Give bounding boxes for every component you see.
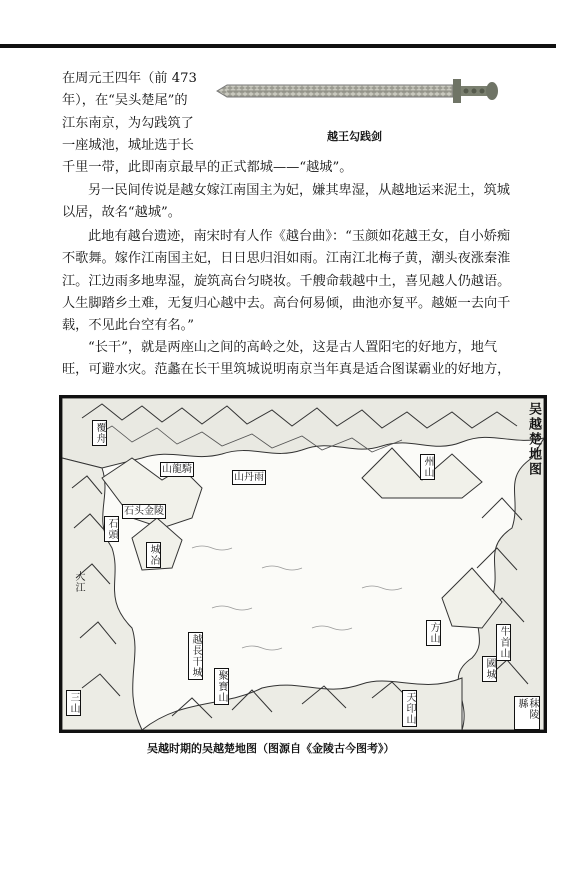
map-caption: 吴越时期的吴越楚地图（图源自《金陵古今图考》）: [147, 742, 395, 755]
map-illustration: [59, 395, 547, 733]
map-drawing: [62, 398, 544, 730]
text-line: 在周元王四年（前 473: [62, 71, 197, 86]
text-line: 以居，故名“越城”。: [62, 205, 181, 221]
paragraph: [62, 180, 510, 225]
text-line: 人生脚踏乡土难，无复归心越中去。高台何易倾，曲池亦复平。越姬一去向千: [62, 295, 511, 311]
text-line: 江。江边雨多地卑湿，旋筑高台匀晓妆。千艘命载越中土，喜见越人仍越语。: [62, 273, 511, 289]
sword-caption: 越王勾践剑: [327, 130, 382, 143]
map-label: 山丹雨: [234, 472, 264, 483]
map-label: 石头金陵: [124, 506, 164, 517]
text-line: 此地有越台遗迹，南宋时有人作《越台曲》：“玉颜如花越王女，自小娇痴: [88, 229, 511, 244]
map-label: 覆舟: [94, 422, 105, 444]
text-line: 载，不见此台空有名。”: [62, 318, 195, 334]
text-line: 旺，可避水灾。范蠡在长干里筑城说明南京当年真是适合图谋霸业的好地方，: [62, 362, 511, 378]
text-line: 不歌舞。嫁作江南国主妃，日日思归泪如雨。江南江北梅子黄，潮头夜涨秦淮: [62, 251, 511, 267]
sword-image: [215, 74, 500, 106]
header-rule: [0, 44, 556, 48]
text-line: 年），在“吴头楚尾”的: [62, 93, 188, 109]
text-line: 江东南京，为勾践筑了: [62, 115, 194, 131]
map-label: 大江: [73, 571, 84, 593]
sword-illustration: [215, 74, 500, 106]
map-label: 三山: [68, 692, 79, 714]
map-label: 秣陵縣: [514, 696, 540, 730]
map-label: 聚寶山: [216, 670, 227, 703]
text-line: 一座城池，城址选于长: [62, 137, 194, 153]
text-line: 千里一带，此即南京最早的正式都城——“越城”。: [62, 160, 353, 176]
map-label: 石頭: [106, 518, 117, 540]
map-label: 牛首山: [498, 626, 509, 659]
map-label: 越長干城: [190, 634, 201, 678]
map-label: 州山: [422, 456, 433, 478]
text-line: “长干”，就是两座山之间的高岭之处，这是古人置阳宅的好地方，地气: [88, 340, 498, 355]
map-title: 吴越楚地图: [526, 402, 541, 477]
map-label: 方山: [428, 622, 439, 644]
paragraph: [62, 337, 510, 382]
map-label: 天印山: [404, 692, 415, 725]
map-label: 城冶: [148, 544, 159, 566]
map-label: 國城: [484, 658, 495, 680]
text-line: 另一民间传说是越女嫁江南国主为妃，嫌其卑湿，从越地运来泥土，筑城: [88, 183, 510, 198]
map-label: 山龍騎: [162, 464, 192, 475]
paragraph: [62, 226, 510, 337]
